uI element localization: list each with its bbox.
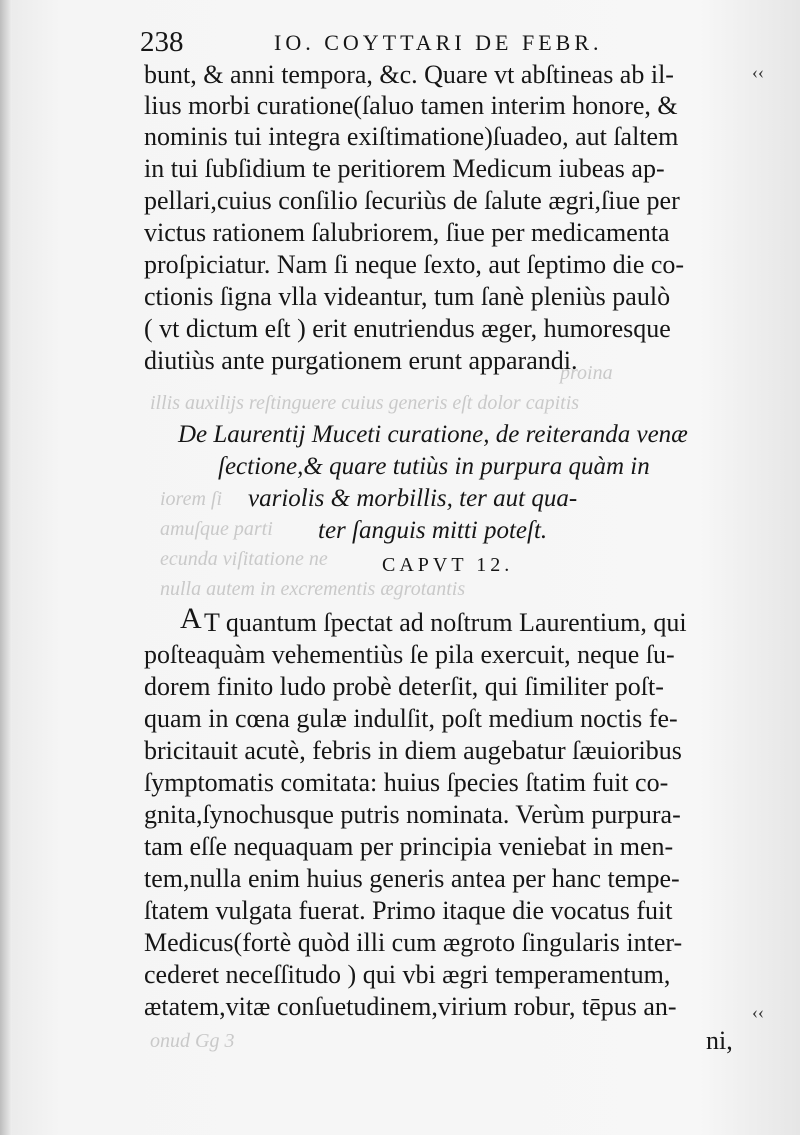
text-line: dorem finito ludo probè deterſit, qui ſimiliter poſt-	[144, 672, 664, 701]
text-line: lius morbi curatione(ſaluo tamen interim honore, &	[144, 91, 678, 120]
drop-cap: A	[180, 602, 202, 635]
text-line: in tui ſubſidium te peritiorem Medicum iubeas ap-	[144, 154, 665, 183]
show-through-text: iorem ſi	[160, 488, 223, 510]
chapter-heading-line: ſectione,& quare tutiùs in purpura quàm in	[218, 453, 650, 480]
text-line: ætatem,vitæ conſuetudinem,virium robur, tēpus an-	[144, 992, 677, 1021]
show-through-text: amuſque parti	[160, 518, 273, 540]
running-head	[140, 26, 640, 58]
text-line: bricitauit acutè, febris in diem augebatur ſæuioribus	[144, 736, 682, 765]
text-line: ſymptomatis comitata: huius ſpecies ſtatim fuit co-	[144, 768, 669, 797]
show-through-text: illis auxilijs reſtinguere cuius generis eſt dolor capitis	[150, 392, 580, 414]
text-line: poſteaquàm vehementiùs ſe pila exercuit, neque ſu-	[144, 640, 675, 669]
text-line: ſtatem vulgata fuerat. Primo itaque die vocatus fuit	[144, 896, 673, 925]
text-line: Medicus(fortè quòd illi cum ægroto ſingularis inter-	[144, 928, 683, 957]
binding-shadow	[0, 0, 12, 1135]
text-line: gnita,ſynochusque putris nominata. Verùm purpura-	[144, 800, 681, 829]
text-line: proſpiciatur. Nam ſi neque ſexto, aut ſeptimo die co-	[144, 250, 685, 279]
chapter-number: CAPVT 12.	[382, 554, 514, 576]
text-line: victus rationem ſalubriorem, ſiue per medicamenta	[144, 218, 670, 247]
chapter-heading-line: ter ſanguis mitti poteſt.	[318, 517, 548, 544]
text-line: ( vt dictum eſt ) erit enutriendus æger, humoresque	[144, 314, 671, 343]
text-line: pellari,cuius conſilio ſecuriùs de ſalute ægri,ſiue per	[144, 186, 680, 215]
chapter-heading-line: variolis & morbillis, ter aut qua-	[248, 485, 578, 512]
show-through-text: proina	[560, 362, 613, 384]
text-line: cederet neceſſitudo ) qui vbi ægri temperamentum,	[144, 960, 671, 989]
margin-mark: ‹‹	[752, 1002, 764, 1022]
text-line: ctionis ſigna vlla videantur, tum ſanè pleniùs paulò	[144, 282, 671, 311]
text-line: T quantum ſpectat ad noſtrum Laurentium, qui	[204, 608, 687, 637]
show-through-text: ecunda viſitatione ne	[160, 548, 328, 570]
show-through-text: onud Gg 3	[150, 1030, 235, 1052]
text-line: quam in cœna gulæ indulſit, poſt medium noctis fe-	[144, 704, 678, 733]
running-title: IO. COYTTARI DE FEBR.	[274, 30, 603, 55]
chapter-heading-line: De Laurentij Muceti curatione, de reiteranda venæ	[178, 421, 688, 448]
page-number: 238	[140, 26, 184, 58]
text-line: bunt, & anni tempora, &c. Quare vt abſtineas ab il-	[144, 60, 674, 89]
show-through-text: nulla autem in excrementis ægrotantis	[160, 578, 466, 600]
text-line: tam eſſe nequaquam per principia veniebat in men-	[144, 832, 674, 861]
text-line: diutiùs ante purgationem erunt apparandi.	[144, 346, 578, 375]
text-line: nominis tui integra exiſtimatione)ſuadeo, aut ſaltem	[144, 122, 679, 151]
margin-mark: ‹‹	[752, 62, 764, 82]
text-line: tem,nulla enim huius generis antea per hanc tempe-	[144, 864, 680, 893]
catchword: ni,	[706, 1026, 733, 1055]
